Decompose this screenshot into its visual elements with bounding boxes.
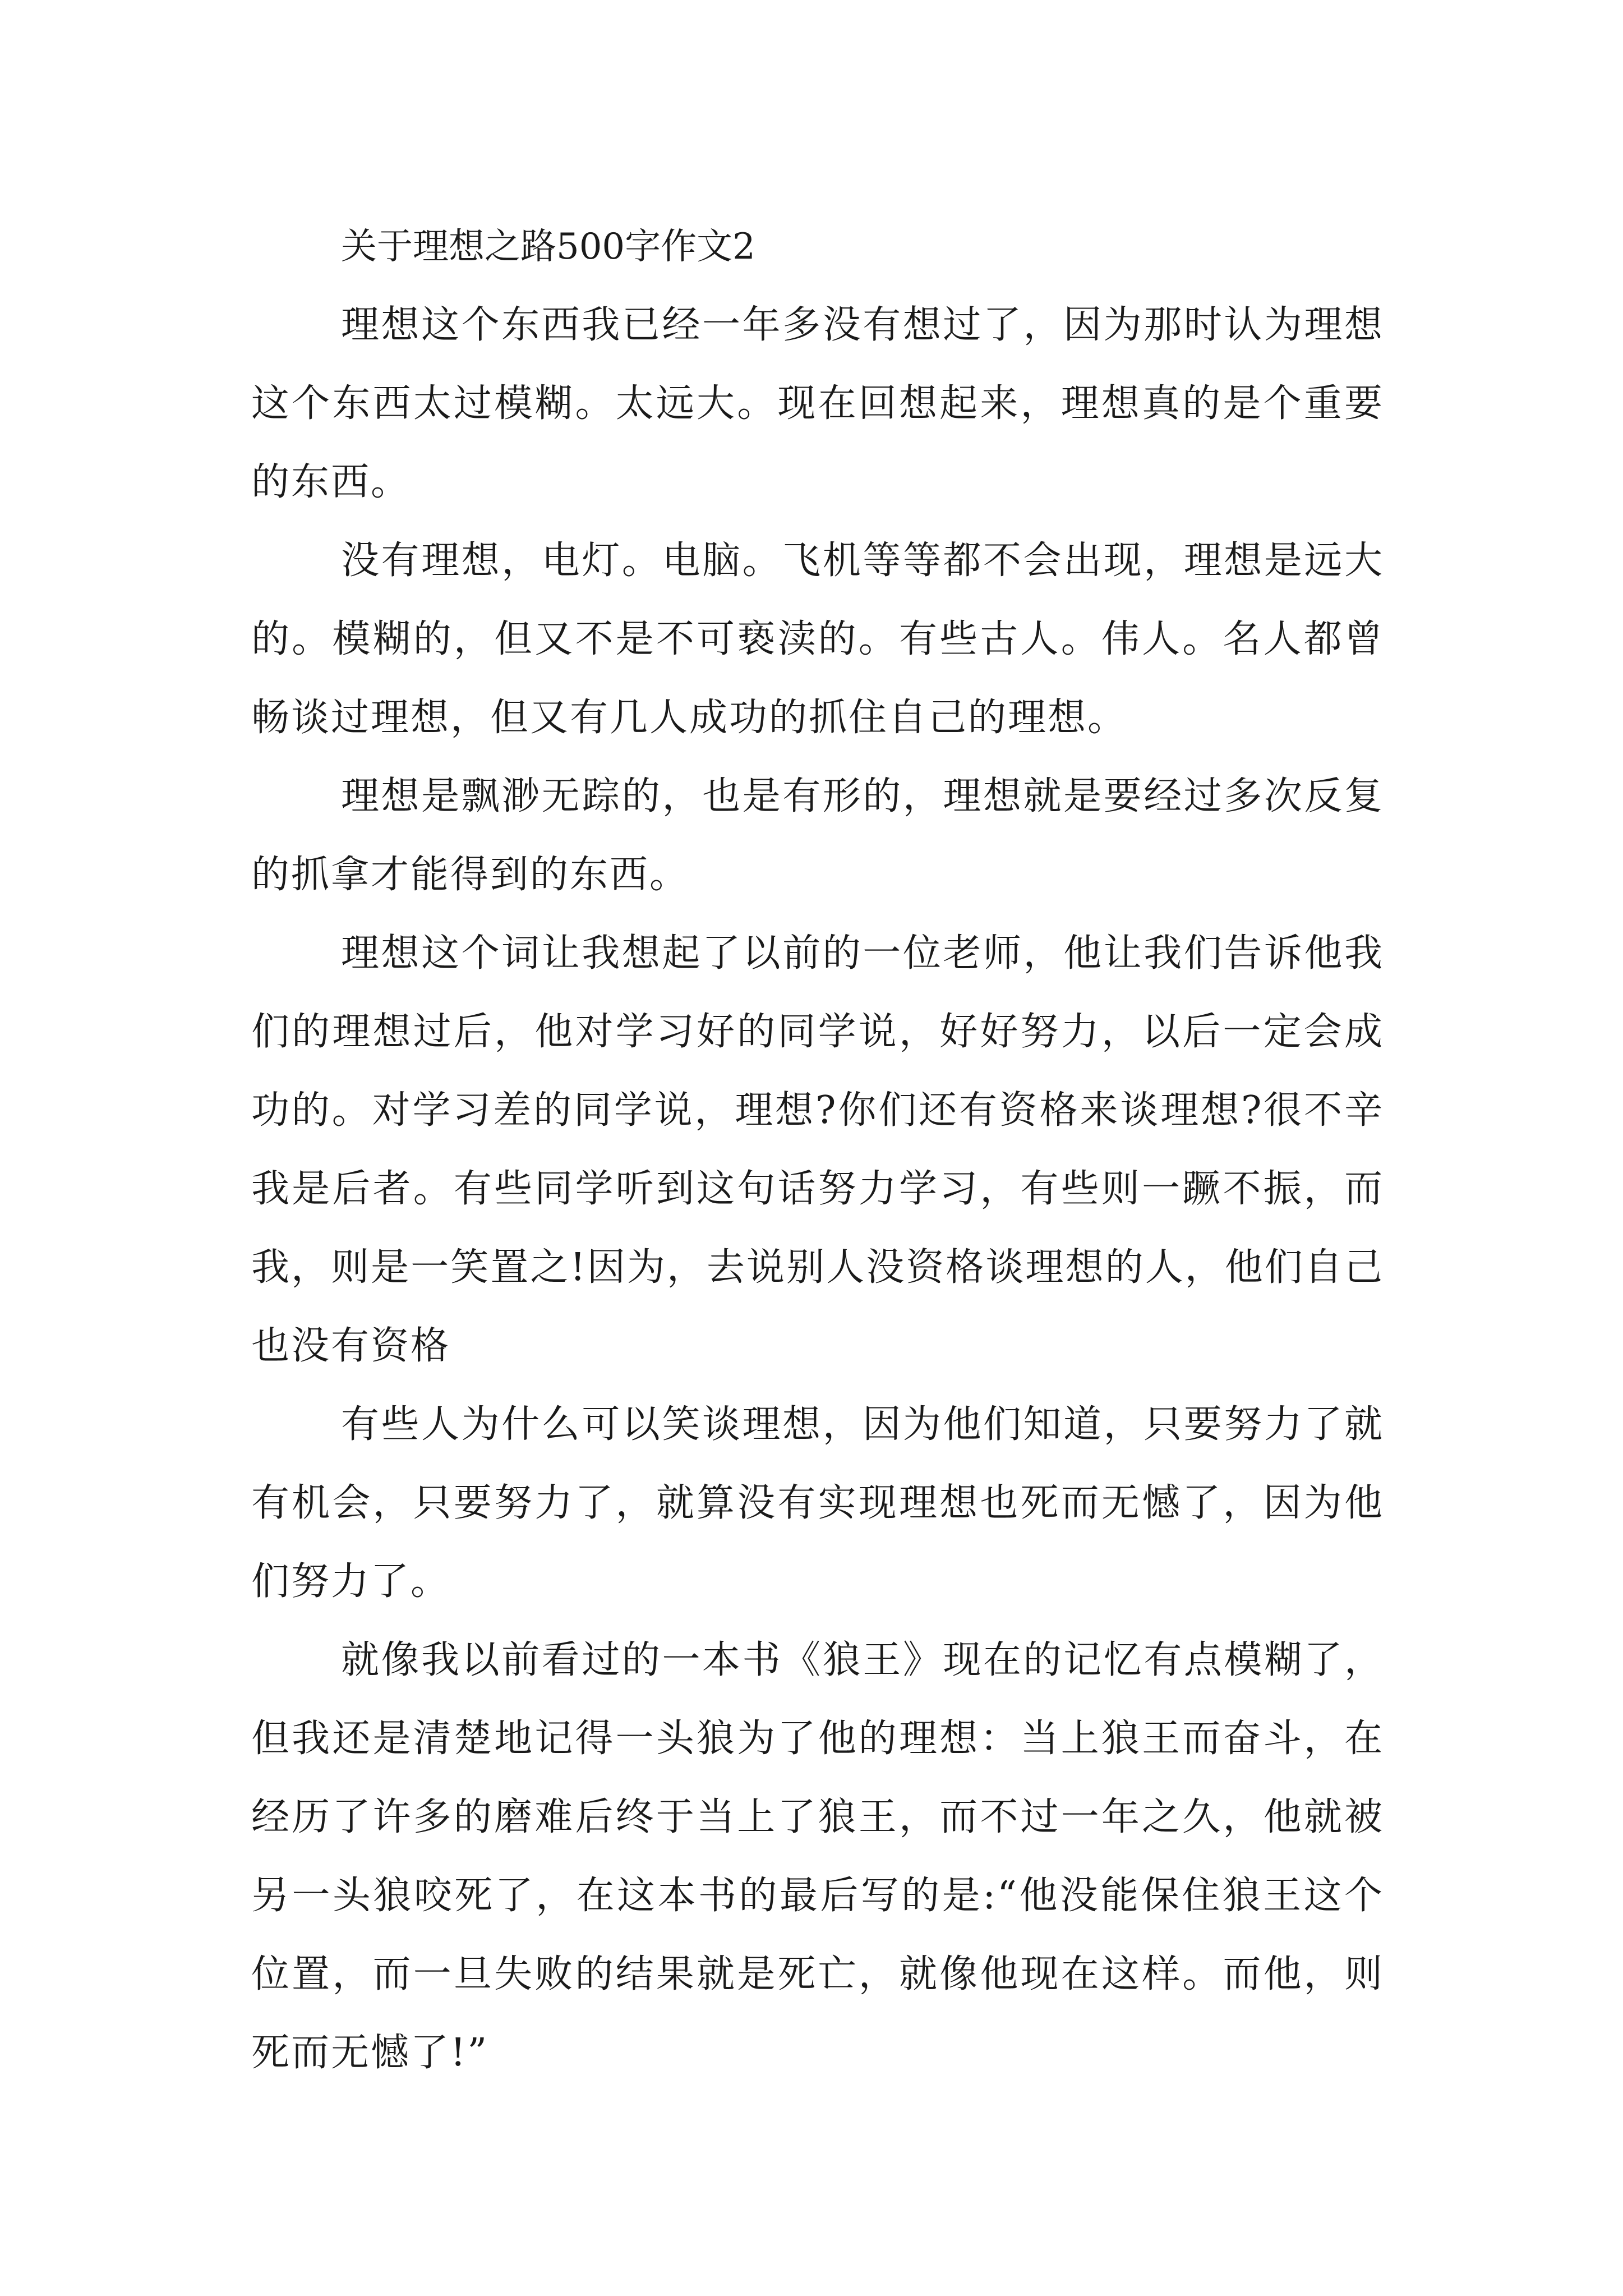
paragraph-5: 有些人为什么可以笑谈理想，因为他们知道，只要努力了就有机会，只要努力了，就算没有实现理想也死而无憾了，因为他们努力了。 [251,1402,1384,1604]
paragraph-4: 理想这个词让我想起了以前的一位老师，他让我们告诉他我们的理想过后，他对学习好的同学说，好好努力，以后一定会成功的。对学习差的同学说，理想?你们还有资格来谈理想?很不辛我是后者。有些同学听到这句话努力学习，有些则一蹶不振，而我，则是一笑置之!因为，去说别人没资格谈理想的人，他们自己也没有资格 [251,931,1384,1368]
paragraph-2: 没有理想，电灯。电脑。飞机等等都不会出现，理想是远大的。模糊的，但又不是不可亵渎的。有些古人。伟人。名人都曾畅谈过理想，但又有几人成功的抓住自己的理想。 [251,539,1384,740]
document-body [251,208,1384,2092]
paragraph-1: 理想这个东西我已经一年多没有想过了，因为那时认为理想这个东西太过模糊。太远大。现在回想起来，理想真的是个重要的东西。 [251,303,1384,504]
paragraph-6: 就像我以前看过的一本书《狼王》现在的记忆有点模糊了，但我还是清楚地记得一头狼为了他的理想：当上狼王而奋斗，在经历了许多的磨难后终于当上了狼王，而不过一年之久，他就被另一头狼咬死了，在这本书的最后写的是:“他没能保住狼王这个位置，而一旦失败的结果就是死亡，就像他现在这样。而他，则死而无憾了!” [251,1638,1384,2075]
paragraph-3: 理想是飘渺无踪的，也是有形的，理想就是要经过多次反复的抓拿才能得到的东西。 [251,774,1384,897]
document-title: 关于理想之路500字作文2 [341,226,755,268]
